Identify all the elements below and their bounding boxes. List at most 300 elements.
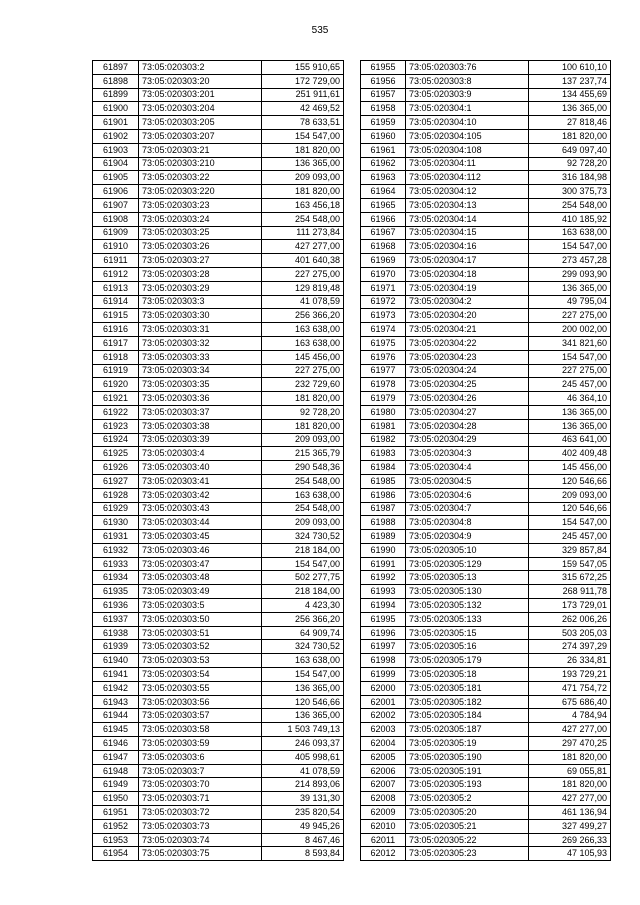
value-cell: 4 784,94 bbox=[529, 709, 611, 723]
row-number-cell: 61978 bbox=[361, 378, 406, 392]
cadastral-number-cell: 73:05:020303:28 bbox=[139, 267, 262, 281]
register-table-left-body bbox=[93, 61, 344, 861]
cadastral-number-cell: 73:05:020304:18 bbox=[406, 267, 529, 281]
register-table-left bbox=[92, 60, 344, 861]
row-number-cell: 61982 bbox=[361, 433, 406, 447]
row-number-cell: 61979 bbox=[361, 392, 406, 406]
value-cell: 341 821,60 bbox=[529, 336, 611, 350]
table-row bbox=[93, 419, 344, 433]
cadastral-number-cell: 73:05:020303:41 bbox=[139, 474, 262, 488]
row-number-cell: 61930 bbox=[93, 516, 139, 530]
table-row bbox=[361, 378, 611, 392]
value-cell: 129 819,48 bbox=[262, 281, 344, 295]
value-cell: 100 610,10 bbox=[529, 61, 611, 75]
row-number-cell: 61956 bbox=[361, 74, 406, 88]
table-row bbox=[93, 281, 344, 295]
cadastral-number-cell: 73:05:020303:39 bbox=[139, 433, 262, 447]
table-row bbox=[361, 585, 611, 599]
value-cell: 172 729,00 bbox=[262, 74, 344, 88]
cadastral-number-cell: 73:05:020304:10 bbox=[406, 116, 529, 130]
cadastral-number-cell: 73:05:020303:53 bbox=[139, 654, 262, 668]
table-row bbox=[93, 295, 344, 309]
value-cell: 218 184,00 bbox=[262, 585, 344, 599]
table-row bbox=[361, 295, 611, 309]
row-number-cell: 61951 bbox=[93, 806, 139, 820]
row-number-cell: 62004 bbox=[361, 737, 406, 751]
value-cell: 154 547,00 bbox=[529, 240, 611, 254]
table-row bbox=[361, 240, 611, 254]
value-cell: 329 857,84 bbox=[529, 543, 611, 557]
cadastral-number-cell: 73:05:020303:9 bbox=[406, 88, 529, 102]
cadastral-number-cell: 73:05:020303:7 bbox=[139, 764, 262, 778]
table-row bbox=[93, 764, 344, 778]
cadastral-number-cell: 73:05:020303:45 bbox=[139, 530, 262, 544]
cadastral-number-cell: 73:05:020303:54 bbox=[139, 668, 262, 682]
cadastral-number-cell: 73:05:020303:31 bbox=[139, 323, 262, 337]
row-number-cell: 61966 bbox=[361, 212, 406, 226]
cadastral-number-cell: 73:05:020304:20 bbox=[406, 309, 529, 323]
value-cell: 154 547,00 bbox=[262, 129, 344, 143]
table-row bbox=[93, 695, 344, 709]
table-row bbox=[93, 254, 344, 268]
cadastral-number-cell: 73:05:020304:16 bbox=[406, 240, 529, 254]
row-number-cell: 62006 bbox=[361, 764, 406, 778]
cadastral-number-cell: 73:05:020304:8 bbox=[406, 516, 529, 530]
cadastral-number-cell: 73:05:020305:187 bbox=[406, 723, 529, 737]
value-cell: 163 638,00 bbox=[262, 488, 344, 502]
value-cell: 675 686,40 bbox=[529, 695, 611, 709]
value-cell: 209 093,00 bbox=[262, 171, 344, 185]
cadastral-number-cell: 73:05:020305:179 bbox=[406, 654, 529, 668]
table-row bbox=[93, 474, 344, 488]
table-row bbox=[361, 143, 611, 157]
row-number-cell: 61949 bbox=[93, 778, 139, 792]
cadastral-number-cell: 73:05:020305:22 bbox=[406, 833, 529, 847]
cadastral-number-cell: 73:05:020304:6 bbox=[406, 488, 529, 502]
row-number-cell: 61924 bbox=[93, 433, 139, 447]
row-number-cell: 61959 bbox=[361, 116, 406, 130]
row-number-cell: 61995 bbox=[361, 612, 406, 626]
value-cell: 136 365,00 bbox=[529, 405, 611, 419]
table-row bbox=[93, 750, 344, 764]
row-number-cell: 61954 bbox=[93, 847, 139, 861]
table-row bbox=[361, 626, 611, 640]
cadastral-number-cell: 73:05:020303:201 bbox=[139, 88, 262, 102]
cadastral-number-cell: 73:05:020305:181 bbox=[406, 681, 529, 695]
row-number-cell: 61908 bbox=[93, 212, 139, 226]
row-number-cell: 62010 bbox=[361, 819, 406, 833]
value-cell: 227 275,00 bbox=[529, 364, 611, 378]
table-row bbox=[361, 474, 611, 488]
value-cell: 163 638,00 bbox=[262, 336, 344, 350]
cadastral-number-cell: 73:05:020303:55 bbox=[139, 681, 262, 695]
cadastral-number-cell: 73:05:020303:40 bbox=[139, 461, 262, 475]
cadastral-number-cell: 73:05:020303:207 bbox=[139, 129, 262, 143]
cadastral-number-cell: 73:05:020304:21 bbox=[406, 323, 529, 337]
value-cell: 315 672,25 bbox=[529, 571, 611, 585]
row-number-cell: 61981 bbox=[361, 419, 406, 433]
cadastral-number-cell: 73:05:020305:16 bbox=[406, 640, 529, 654]
cadastral-number-cell: 73:05:020303:74 bbox=[139, 833, 262, 847]
row-number-cell: 61955 bbox=[361, 61, 406, 75]
row-number-cell: 61934 bbox=[93, 571, 139, 585]
row-number-cell: 61943 bbox=[93, 695, 139, 709]
row-number-cell: 61907 bbox=[93, 198, 139, 212]
value-cell: 41 078,59 bbox=[262, 295, 344, 309]
row-number-cell: 61906 bbox=[93, 185, 139, 199]
row-number-cell: 61926 bbox=[93, 461, 139, 475]
row-number-cell: 61905 bbox=[93, 171, 139, 185]
value-cell: 136 365,00 bbox=[529, 281, 611, 295]
table-row bbox=[93, 612, 344, 626]
table-row bbox=[361, 157, 611, 171]
value-cell: 254 548,00 bbox=[529, 198, 611, 212]
value-cell: 401 640,38 bbox=[262, 254, 344, 268]
value-cell: 297 470,25 bbox=[529, 737, 611, 751]
table-row bbox=[361, 640, 611, 654]
row-number-cell: 61953 bbox=[93, 833, 139, 847]
value-cell: 136 365,00 bbox=[262, 157, 344, 171]
table-row bbox=[361, 267, 611, 281]
table-row bbox=[93, 116, 344, 130]
row-number-cell: 61990 bbox=[361, 543, 406, 557]
table-row bbox=[361, 419, 611, 433]
value-cell: 461 136,94 bbox=[529, 806, 611, 820]
row-number-cell: 62008 bbox=[361, 792, 406, 806]
table-row bbox=[93, 806, 344, 820]
table-row bbox=[361, 502, 611, 516]
value-cell: 218 184,00 bbox=[262, 543, 344, 557]
row-number-cell: 61972 bbox=[361, 295, 406, 309]
table-row bbox=[93, 405, 344, 419]
value-cell: 134 455,69 bbox=[529, 88, 611, 102]
value-cell: 49 795,04 bbox=[529, 295, 611, 309]
table-row bbox=[93, 102, 344, 116]
cadastral-number-cell: 73:05:020305:13 bbox=[406, 571, 529, 585]
value-cell: 324 730,52 bbox=[262, 530, 344, 544]
value-cell: 8 467,46 bbox=[262, 833, 344, 847]
row-number-cell: 61929 bbox=[93, 502, 139, 516]
row-number-cell: 61961 bbox=[361, 143, 406, 157]
cadastral-number-cell: 73:05:020304:12 bbox=[406, 185, 529, 199]
row-number-cell: 61900 bbox=[93, 102, 139, 116]
value-cell: 254 548,00 bbox=[262, 212, 344, 226]
value-cell: 163 638,00 bbox=[262, 323, 344, 337]
table-row bbox=[93, 364, 344, 378]
value-cell: 246 093,37 bbox=[262, 737, 344, 751]
table-row bbox=[361, 543, 611, 557]
row-number-cell: 61928 bbox=[93, 488, 139, 502]
cadastral-number-cell: 73:05:020304:4 bbox=[406, 461, 529, 475]
row-number-cell: 62009 bbox=[361, 806, 406, 820]
value-cell: 181 820,00 bbox=[529, 750, 611, 764]
cadastral-number-cell: 73:05:020303:56 bbox=[139, 695, 262, 709]
cadastral-number-cell: 73:05:020303:35 bbox=[139, 378, 262, 392]
table-row bbox=[361, 778, 611, 792]
row-number-cell: 61992 bbox=[361, 571, 406, 585]
row-number-cell: 61968 bbox=[361, 240, 406, 254]
value-cell: 503 205,03 bbox=[529, 626, 611, 640]
value-cell: 4 423,30 bbox=[262, 599, 344, 613]
table-row bbox=[361, 254, 611, 268]
cadastral-number-cell: 73:05:020304:13 bbox=[406, 198, 529, 212]
value-cell: 78 633,51 bbox=[262, 116, 344, 130]
value-cell: 27 818,46 bbox=[529, 116, 611, 130]
cadastral-number-cell: 73:05:020304:23 bbox=[406, 350, 529, 364]
table-row bbox=[93, 792, 344, 806]
table-row bbox=[93, 516, 344, 530]
table-row bbox=[93, 737, 344, 751]
cadastral-number-cell: 73:05:020303:30 bbox=[139, 309, 262, 323]
row-number-cell: 61965 bbox=[361, 198, 406, 212]
cadastral-number-cell: 73:05:020303:58 bbox=[139, 723, 262, 737]
row-number-cell: 61994 bbox=[361, 599, 406, 613]
cadastral-number-cell: 73:05:020303:49 bbox=[139, 585, 262, 599]
cadastral-number-cell: 73:05:020303:71 bbox=[139, 792, 262, 806]
table-row bbox=[93, 157, 344, 171]
table-row bbox=[361, 695, 611, 709]
page-number: 535 bbox=[311, 25, 329, 36]
table-row bbox=[361, 571, 611, 585]
row-number-cell: 61904 bbox=[93, 157, 139, 171]
cadastral-number-cell: 73:05:020303:37 bbox=[139, 405, 262, 419]
value-cell: 209 093,00 bbox=[262, 433, 344, 447]
cadastral-number-cell: 73:05:020303:23 bbox=[139, 198, 262, 212]
table-row bbox=[93, 654, 344, 668]
cadastral-number-cell: 73:05:020303:6 bbox=[139, 750, 262, 764]
row-number-cell: 61939 bbox=[93, 640, 139, 654]
value-cell: 215 365,79 bbox=[262, 447, 344, 461]
table-row bbox=[93, 502, 344, 516]
value-cell: 137 237,74 bbox=[529, 74, 611, 88]
table-row bbox=[361, 129, 611, 143]
row-number-cell: 61993 bbox=[361, 585, 406, 599]
row-number-cell: 61910 bbox=[93, 240, 139, 254]
table-row bbox=[361, 102, 611, 116]
value-cell: 163 638,00 bbox=[529, 226, 611, 240]
row-number-cell: 61940 bbox=[93, 654, 139, 668]
cadastral-number-cell: 73:05:020304:1 bbox=[406, 102, 529, 116]
row-number-cell: 61988 bbox=[361, 516, 406, 530]
table-row bbox=[361, 764, 611, 778]
row-number-cell: 61996 bbox=[361, 626, 406, 640]
cadastral-number-cell: 73:05:020303:2 bbox=[139, 61, 262, 75]
table-row bbox=[93, 585, 344, 599]
table-row bbox=[361, 198, 611, 212]
value-cell: 209 093,00 bbox=[262, 516, 344, 530]
cadastral-number-cell: 73:05:020303:75 bbox=[139, 847, 262, 861]
table-row bbox=[93, 61, 344, 75]
row-number-cell: 61919 bbox=[93, 364, 139, 378]
table-row bbox=[93, 640, 344, 654]
row-number-cell: 61933 bbox=[93, 557, 139, 571]
table-row bbox=[93, 198, 344, 212]
cadastral-number-cell: 73:05:020303:38 bbox=[139, 419, 262, 433]
row-number-cell: 61945 bbox=[93, 723, 139, 737]
table-row bbox=[93, 778, 344, 792]
row-number-cell: 61947 bbox=[93, 750, 139, 764]
table-row bbox=[93, 267, 344, 281]
register-table-right bbox=[360, 60, 611, 861]
value-cell: 227 275,00 bbox=[262, 267, 344, 281]
value-cell: 427 277,00 bbox=[262, 240, 344, 254]
row-number-cell: 61923 bbox=[93, 419, 139, 433]
table-row bbox=[361, 750, 611, 764]
cadastral-number-cell: 73:05:020303:36 bbox=[139, 392, 262, 406]
row-number-cell: 61898 bbox=[93, 74, 139, 88]
cadastral-number-cell: 73:05:020304:29 bbox=[406, 433, 529, 447]
row-number-cell: 61970 bbox=[361, 267, 406, 281]
table-row bbox=[361, 806, 611, 820]
row-number-cell: 61997 bbox=[361, 640, 406, 654]
value-cell: 193 729,21 bbox=[529, 668, 611, 682]
cadastral-number-cell: 73:05:020303:21 bbox=[139, 143, 262, 157]
row-number-cell: 61986 bbox=[361, 488, 406, 502]
row-number-cell: 61952 bbox=[93, 819, 139, 833]
table-row bbox=[361, 88, 611, 102]
value-cell: 327 499,27 bbox=[529, 819, 611, 833]
table-row bbox=[93, 129, 344, 143]
value-cell: 463 641,00 bbox=[529, 433, 611, 447]
value-cell: 262 006,26 bbox=[529, 612, 611, 626]
value-cell: 316 184,98 bbox=[529, 171, 611, 185]
value-cell: 136 365,00 bbox=[529, 419, 611, 433]
table-row bbox=[361, 709, 611, 723]
cadastral-number-cell: 73:05:020304:5 bbox=[406, 474, 529, 488]
table-row bbox=[361, 61, 611, 75]
value-cell: 111 273,84 bbox=[262, 226, 344, 240]
table-row bbox=[361, 792, 611, 806]
table-row bbox=[361, 350, 611, 364]
table-row bbox=[361, 171, 611, 185]
cadastral-number-cell: 73:05:020303:29 bbox=[139, 281, 262, 295]
value-cell: 427 277,00 bbox=[529, 792, 611, 806]
cadastral-number-cell: 73:05:020303:47 bbox=[139, 557, 262, 571]
row-number-cell: 61941 bbox=[93, 668, 139, 682]
cadastral-number-cell: 73:05:020303:27 bbox=[139, 254, 262, 268]
table-row bbox=[361, 116, 611, 130]
cadastral-number-cell: 73:05:020303:46 bbox=[139, 543, 262, 557]
row-number-cell: 61932 bbox=[93, 543, 139, 557]
row-number-cell: 61911 bbox=[93, 254, 139, 268]
row-number-cell: 62003 bbox=[361, 723, 406, 737]
table-row bbox=[93, 433, 344, 447]
table-row bbox=[93, 557, 344, 571]
cadastral-number-cell: 73:05:020304:11 bbox=[406, 157, 529, 171]
value-cell: 181 820,00 bbox=[262, 392, 344, 406]
value-cell: 120 546,66 bbox=[529, 474, 611, 488]
register-table-right-body bbox=[361, 61, 611, 861]
table-row bbox=[361, 681, 611, 695]
cadastral-number-cell: 73:05:020303:3 bbox=[139, 295, 262, 309]
row-number-cell: 61937 bbox=[93, 612, 139, 626]
cadastral-number-cell: 73:05:020304:9 bbox=[406, 530, 529, 544]
value-cell: 232 729,60 bbox=[262, 378, 344, 392]
cadastral-number-cell: 73:05:020303:20 bbox=[139, 74, 262, 88]
value-cell: 145 456,00 bbox=[262, 350, 344, 364]
row-number-cell: 61917 bbox=[93, 336, 139, 350]
value-cell: 47 105,93 bbox=[529, 847, 611, 861]
cadastral-number-cell: 73:05:020305:19 bbox=[406, 737, 529, 751]
value-cell: 256 366,20 bbox=[262, 612, 344, 626]
row-number-cell: 61962 bbox=[361, 157, 406, 171]
value-cell: 69 055,81 bbox=[529, 764, 611, 778]
row-number-cell: 62012 bbox=[361, 847, 406, 861]
value-cell: 200 002,00 bbox=[529, 323, 611, 337]
row-number-cell: 62001 bbox=[361, 695, 406, 709]
row-number-cell: 61984 bbox=[361, 461, 406, 475]
value-cell: 136 365,00 bbox=[262, 681, 344, 695]
row-number-cell: 61935 bbox=[93, 585, 139, 599]
cadastral-number-cell: 73:05:020304:24 bbox=[406, 364, 529, 378]
table-row bbox=[93, 350, 344, 364]
value-cell: 405 998,61 bbox=[262, 750, 344, 764]
value-cell: 254 548,00 bbox=[262, 474, 344, 488]
table-row bbox=[361, 74, 611, 88]
row-number-cell: 62005 bbox=[361, 750, 406, 764]
cadastral-number-cell: 73:05:020303:8 bbox=[406, 74, 529, 88]
value-cell: 145 456,00 bbox=[529, 461, 611, 475]
value-cell: 214 893,06 bbox=[262, 778, 344, 792]
table-row bbox=[361, 433, 611, 447]
table-row bbox=[93, 668, 344, 682]
value-cell: 269 266,33 bbox=[529, 833, 611, 847]
table-row bbox=[361, 461, 611, 475]
value-cell: 173 729,01 bbox=[529, 599, 611, 613]
table-row bbox=[93, 74, 344, 88]
table-row bbox=[361, 530, 611, 544]
cadastral-number-cell: 73:05:020303:25 bbox=[139, 226, 262, 240]
value-cell: 256 366,20 bbox=[262, 309, 344, 323]
table-row bbox=[361, 516, 611, 530]
table-row bbox=[93, 212, 344, 226]
table-row bbox=[361, 668, 611, 682]
cadastral-number-cell: 73:05:020304:19 bbox=[406, 281, 529, 295]
value-cell: 273 457,28 bbox=[529, 254, 611, 268]
row-number-cell: 61957 bbox=[361, 88, 406, 102]
row-number-cell: 61974 bbox=[361, 323, 406, 337]
table-row bbox=[361, 336, 611, 350]
row-number-cell: 61999 bbox=[361, 668, 406, 682]
cadastral-number-cell: 73:05:020305:21 bbox=[406, 819, 529, 833]
cadastral-number-cell: 73:05:020304:14 bbox=[406, 212, 529, 226]
cadastral-number-cell: 73:05:020304:25 bbox=[406, 378, 529, 392]
table-row bbox=[361, 364, 611, 378]
value-cell: 155 910,65 bbox=[262, 61, 344, 75]
table-row bbox=[93, 336, 344, 350]
value-cell: 181 820,00 bbox=[262, 185, 344, 199]
row-number-cell: 61980 bbox=[361, 405, 406, 419]
table-row bbox=[93, 88, 344, 102]
table-row bbox=[93, 819, 344, 833]
table-row bbox=[361, 819, 611, 833]
row-number-cell: 61998 bbox=[361, 654, 406, 668]
table-row bbox=[93, 143, 344, 157]
table-row bbox=[361, 737, 611, 751]
value-cell: 181 820,00 bbox=[262, 419, 344, 433]
cadastral-number-cell: 73:05:020303:72 bbox=[139, 806, 262, 820]
cadastral-number-cell: 73:05:020304:105 bbox=[406, 129, 529, 143]
row-number-cell: 61914 bbox=[93, 295, 139, 309]
row-number-cell: 61916 bbox=[93, 323, 139, 337]
row-number-cell: 61913 bbox=[93, 281, 139, 295]
cadastral-number-cell: 73:05:020303:34 bbox=[139, 364, 262, 378]
row-number-cell: 61985 bbox=[361, 474, 406, 488]
row-number-cell: 61989 bbox=[361, 530, 406, 544]
row-number-cell: 61903 bbox=[93, 143, 139, 157]
table-row bbox=[361, 212, 611, 226]
cadastral-number-cell: 73:05:020304:112 bbox=[406, 171, 529, 185]
